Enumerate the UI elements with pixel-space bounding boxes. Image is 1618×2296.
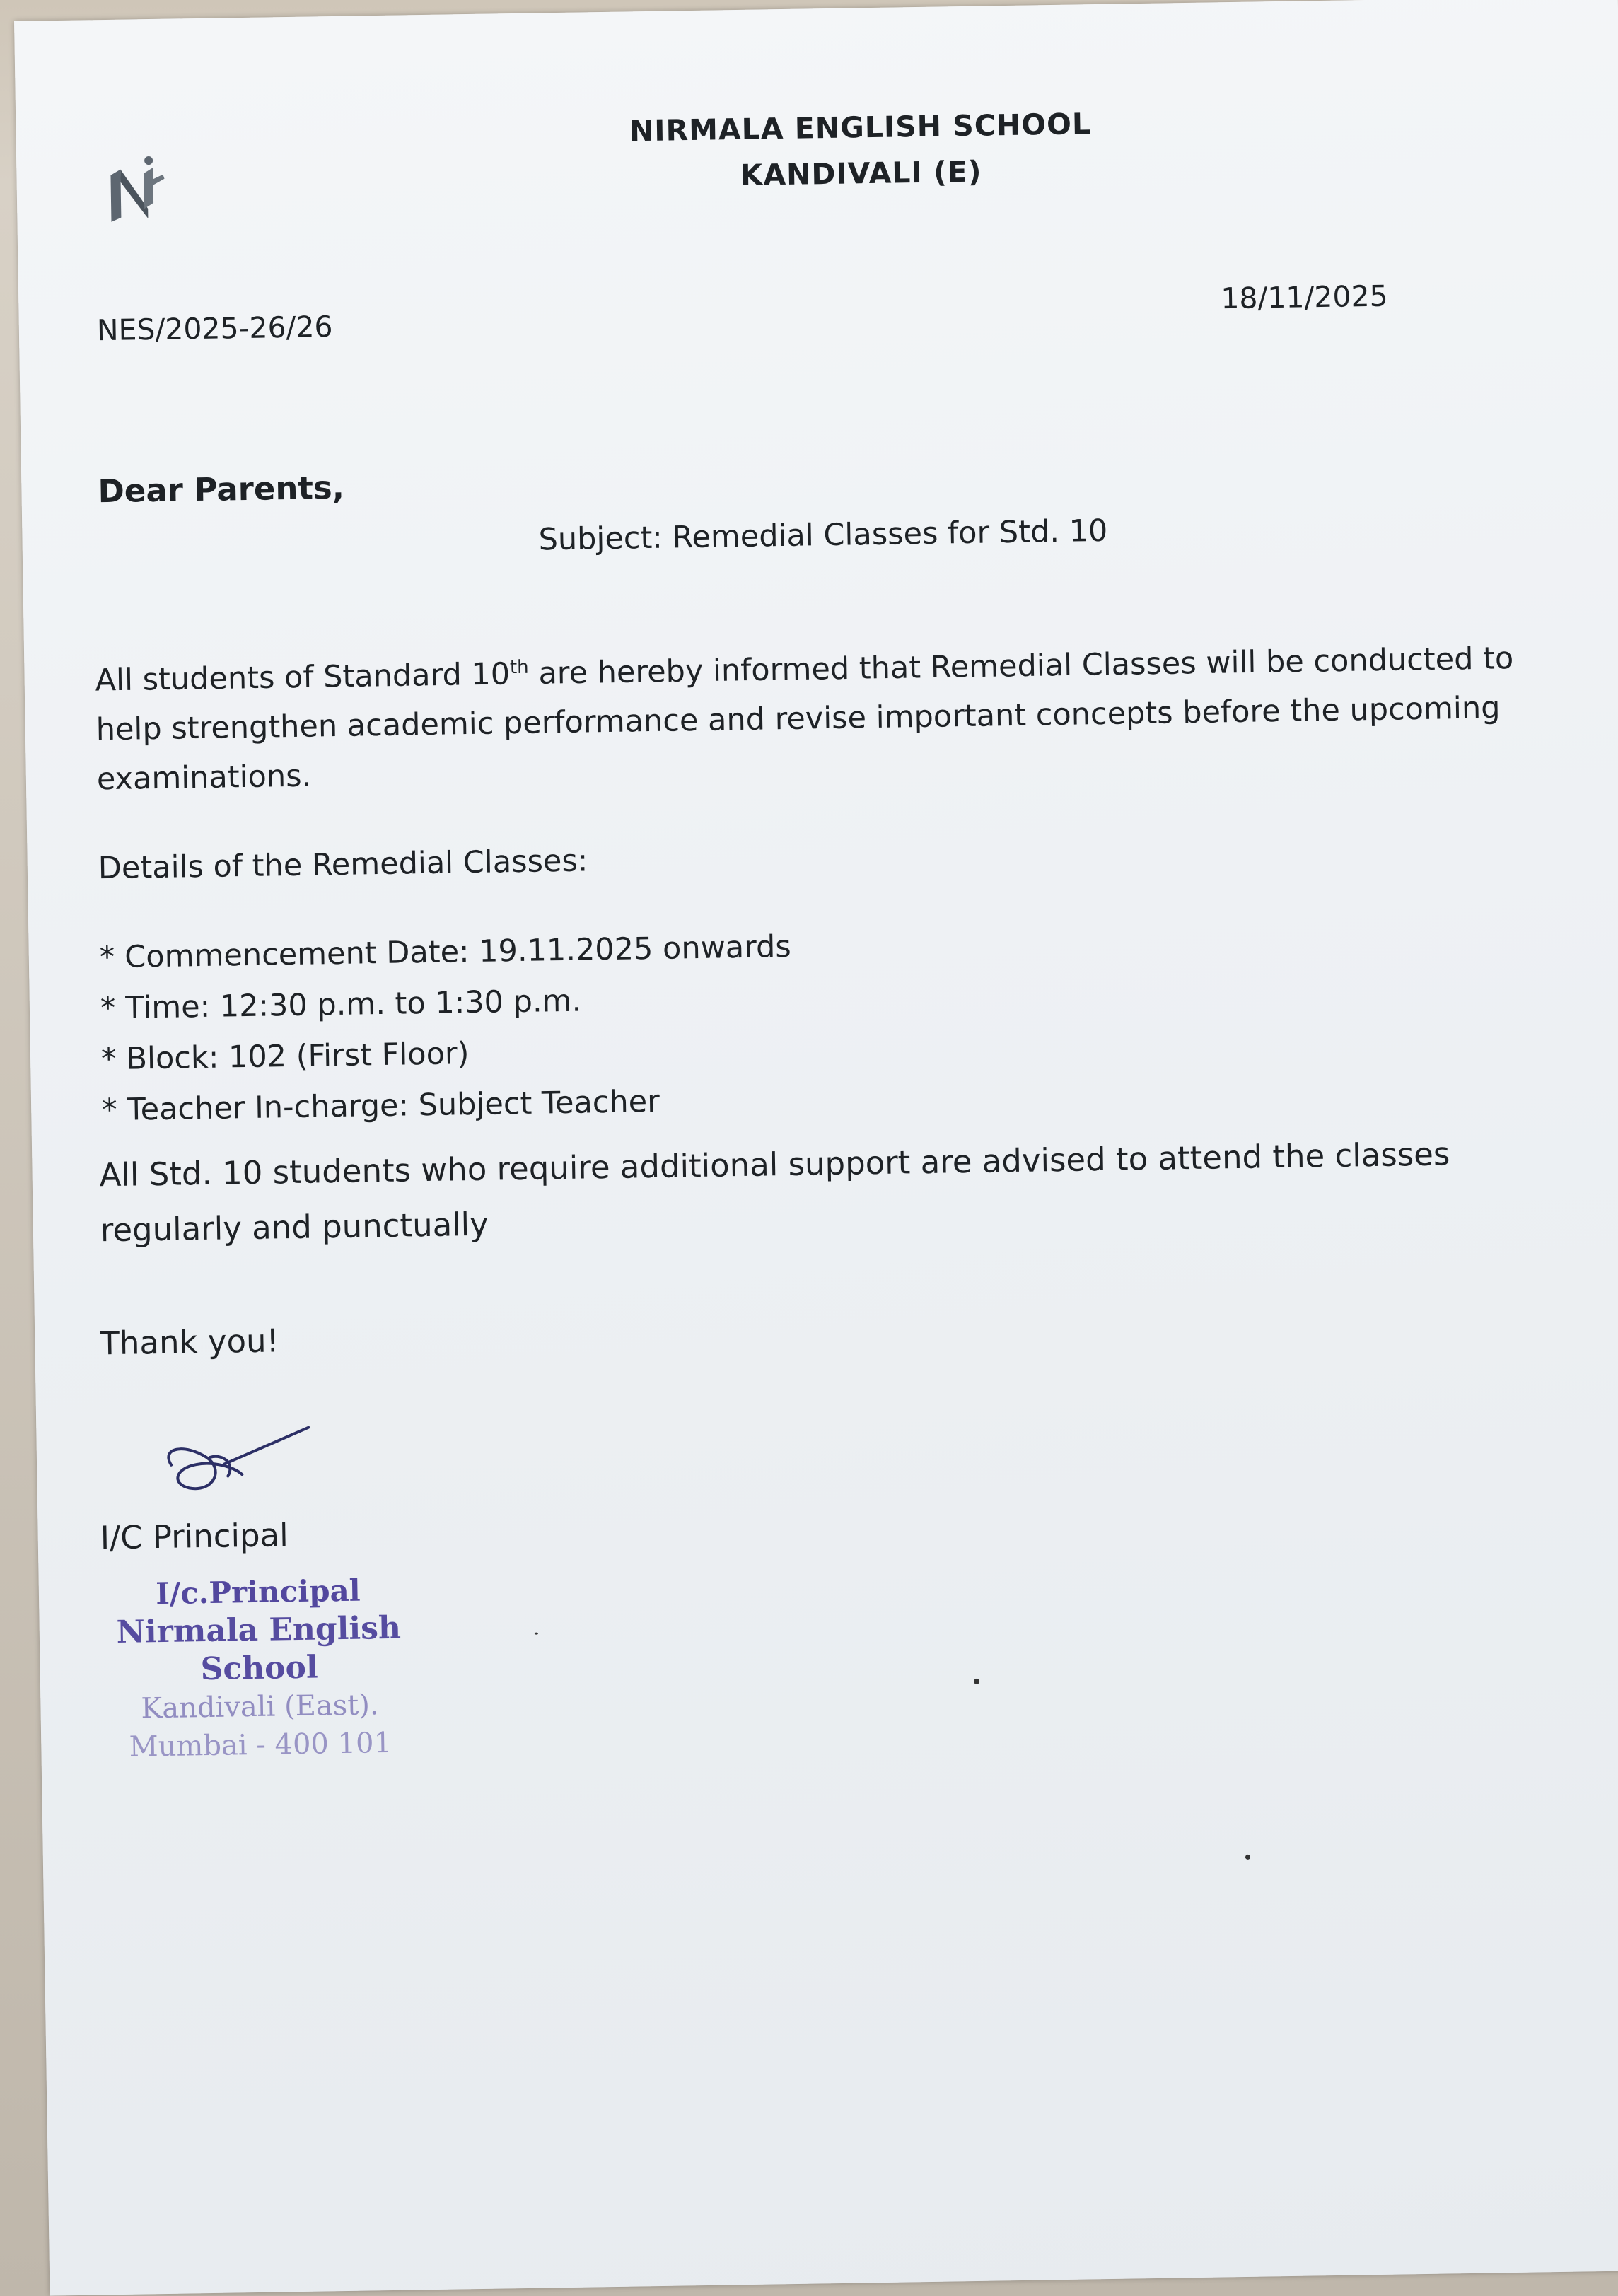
letter-page [14,0,1618,2296]
detail-time: Time: 12:30 p.m. to 1:30 p.m. [125,983,582,1026]
advice-paragraph: All Std. 10 students who require additional support are advised to attend the classes regularly and punctually [99,1135,1450,1249]
bullet: * [100,1041,117,1078]
salutation: Dear Parents, [98,468,345,511]
paper-speck [974,1679,979,1684]
handwritten-signature [156,1423,320,1504]
intro-text-end: are hereby informed that Remedial Classes will be conducted to help strengthen academic performance and revise important concepts before the upcoming examinations. [95,641,1514,798]
detail-teacher: Teacher In-charge: Subject Teacher [127,1083,660,1128]
details-heading: Details of the Remedial Classes: [98,843,588,887]
paper-speck [1245,1855,1250,1860]
paper-speck [535,1633,538,1635]
signatory-title: I/C Principal [100,1516,289,1557]
detail-block: Block: 102 (First Floor) [126,1036,470,1077]
intro-paragraph [95,626,1582,804]
stamp-line-3: Kandivali (East). [141,1689,379,1725]
details-list [99,921,793,1136]
list-item [102,1074,794,1136]
subject-line: Subject: Remedial Classes for Std. 10 [538,513,1108,558]
bullet: * [100,990,116,1027]
intro-text-start: All students of Standard 10 [95,656,511,699]
stamp-line-4: Mumbai - 400 101 [129,1726,392,1764]
detail-commencement-date: Commencement Date: 19.11.2025 onwards [124,928,792,975]
letter-date: 18/11/2025 [1220,279,1389,316]
stamp-line-1: I/c.Principal [155,1573,361,1612]
school-rubber-stamp [60,1570,459,1767]
bullet: * [101,1092,118,1129]
school-name: NIRMALA ENGLISH SCHOOL [629,107,1092,148]
stamp-line-2: Nirmala English School [116,1609,402,1688]
list-item [99,921,791,983]
reference-number: NES/2025-26/26 [96,309,333,348]
ordinal-suffix: th [509,656,529,679]
bullet: * [99,939,115,976]
closing-line: Thank you! [99,1322,279,1363]
school-location: KANDIVALI (E) [740,154,982,192]
